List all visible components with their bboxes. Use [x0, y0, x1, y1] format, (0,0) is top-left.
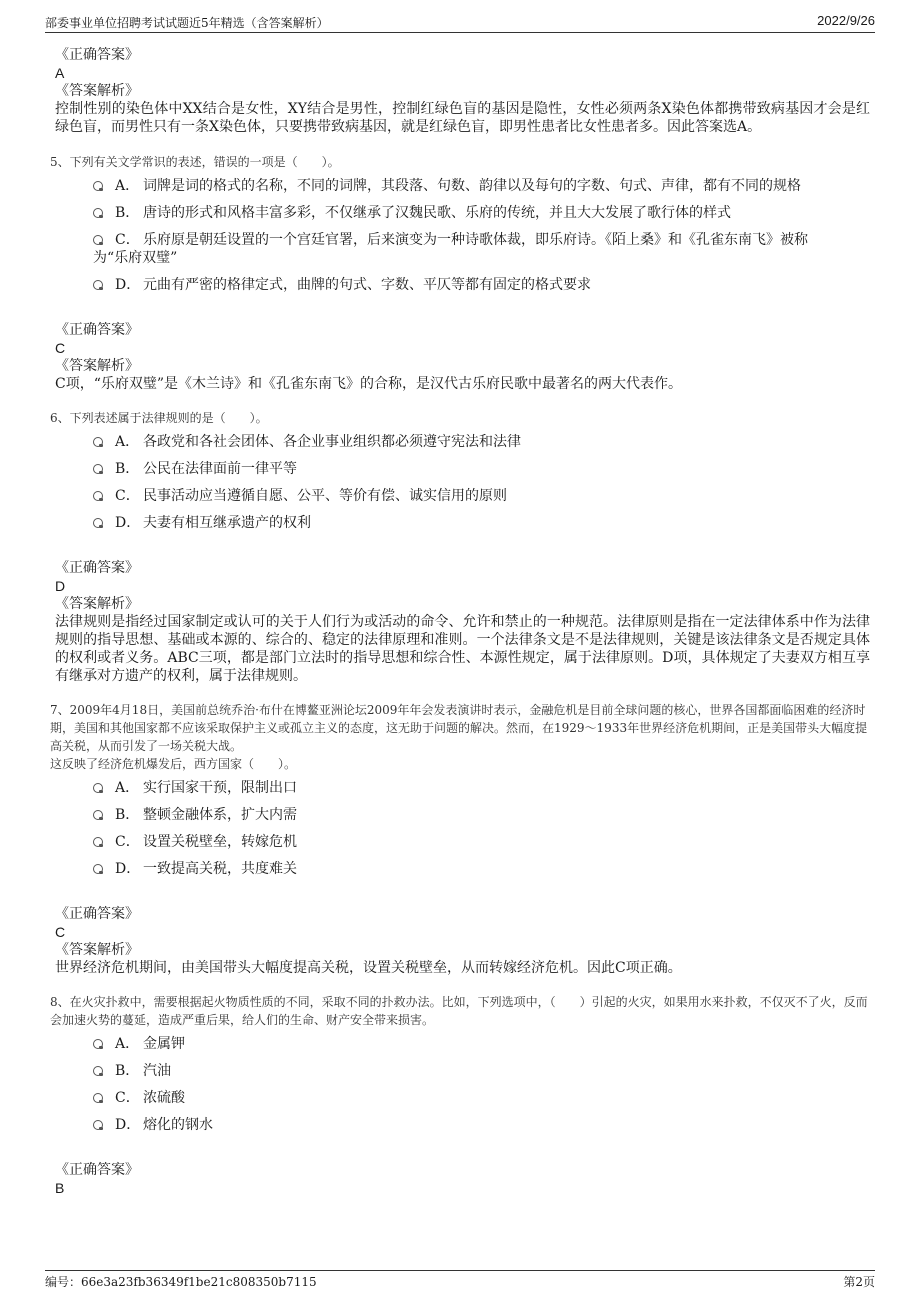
analysis-label: 《答案解析》 [55, 596, 139, 612]
analysis-label: 《答案解析》 [55, 358, 139, 374]
document-title: 部委事业单位招聘考试试题近5年精选（含答案解析） [45, 16, 329, 30]
option-q6-a[interactable]: A． 各政党和各社会团体、各企业事业组织都必须遵守宪法和法律 [93, 433, 870, 451]
correct-answer-label: 《正确答案》 [55, 906, 139, 922]
radio-icon[interactable] [93, 837, 103, 847]
radio-icon[interactable] [93, 810, 103, 820]
option-q5-a[interactable]: A． 词牌是词的格式的名称，不同的词牌，其段落、句数、韵律以及每句的字数、句式、声律，都有不同的规格 [93, 177, 870, 195]
options-q7 [93, 779, 870, 878]
analysis-label: 《答案解析》 [55, 83, 139, 99]
analysis-text: C项，“乐府双璧”是《木兰诗》和《孔雀东南飞》的合称，是汉代古乐府民歌中最著名的两大代表作。 [55, 376, 683, 392]
option-q6-b[interactable]: B． 公民在法律面前一律平等 [93, 460, 870, 478]
correct-answer: A [55, 65, 65, 81]
option-q6-c[interactable]: C． 民事活动应当遵循自愿、公平、等价有偿、诚实信用的原则 [93, 487, 870, 505]
radio-icon[interactable] [93, 783, 103, 793]
analysis-label: 《答案解析》 [55, 942, 139, 958]
question-6: 6、下列表述属于法律规则的是（ ）。 [50, 411, 268, 425]
correct-answer: C [55, 924, 66, 940]
page-number: 第2页 [843, 1275, 875, 1289]
question-5: 5、下列有关文学常识的表述，错误的一项是（ ）。 [50, 155, 340, 169]
radio-icon[interactable] [93, 1039, 103, 1049]
correct-answer-label: 《正确答案》 [55, 1162, 139, 1178]
option-q5-c[interactable]: C． 乐府原是朝廷设置的一个宫廷官署，后来演变为一种诗歌体裁，即乐府诗。《陌上桑》和《孔雀东南飞》被称 为“乐府双璧” [93, 231, 870, 267]
page-content [50, 46, 870, 1197]
option-q7-b[interactable]: B． 整顿金融体系，扩大内需 [93, 806, 870, 824]
radio-icon[interactable] [93, 437, 103, 447]
document-date: 2022/9/26 [817, 13, 875, 28]
radio-icon[interactable] [93, 208, 103, 218]
option-q8-d[interactable]: D． 熔化的钢水 [93, 1116, 870, 1134]
correct-answer: D [55, 578, 66, 594]
analysis-text: 世界经济危机期间，由美国带头大幅度提高关税，设置关税壁垒，从而转嫁经济危机。因此C项正确。 [55, 960, 682, 976]
option-q5-d[interactable]: D． 元曲有严密的格律定式，曲牌的句式、字数、平仄等都有固定的格式要求 [93, 276, 870, 294]
radio-icon[interactable] [93, 181, 103, 191]
option-q7-d[interactable]: D． 一致提高关税，共度难关 [93, 860, 870, 878]
option-q8-b[interactable]: B． 汽油 [93, 1062, 870, 1080]
option-q5-c-continued: 为“乐府双璧” [93, 250, 178, 266]
document-serial: 编号：66e3a23fb36349f1be21c808350b7115 [45, 1275, 317, 1289]
correct-answer-label: 《正确答案》 [55, 47, 139, 63]
correct-answer: B [55, 1180, 65, 1196]
radio-icon[interactable] [93, 1120, 103, 1130]
question-7: 7、2009年4月18日，美国前总统乔治·布什在博鳌亚洲论坛2009年年会发表演讲时表示，金融危机是目前全球问题的核心，世界各国都面临困难的经济时期，美国和其他国家都不应该采取保护主义或孤立主义的态度，这无助于问题的解决。然而，在1929～1933年世界经济危机期间，正是美国带头大幅度提高关税，从而引发了一场关税大战。 [50, 703, 868, 753]
option-q7-c[interactable]: C． 设置关税壁垒，转嫁危机 [93, 833, 870, 851]
option-q8-c[interactable]: C． 浓硫酸 [93, 1089, 870, 1107]
option-q7-a[interactable]: A． 实行国家干预，限制出口 [93, 779, 870, 797]
options-q6 [93, 433, 870, 532]
correct-answer: C [55, 340, 66, 356]
option-q5-b[interactable]: B． 唐诗的形式和风格丰富多彩，不仅继承了汉魏民歌、乐府的传统，并且大大发展了歌行体的样式 [93, 204, 870, 222]
radio-icon[interactable] [93, 864, 103, 874]
radio-icon[interactable] [93, 280, 103, 290]
radio-icon[interactable] [93, 491, 103, 501]
correct-answer-label: 《正确答案》 [55, 560, 139, 576]
radio-icon[interactable] [93, 464, 103, 474]
radio-icon[interactable] [93, 1066, 103, 1076]
option-q6-d[interactable]: D． 夫妻有相互继承遗产的权利 [93, 514, 870, 532]
analysis-text: 法律规则是指经过国家制定或认可的关于人们行为或活动的命令、允许和禁止的一种规范。法律原则是指在一定法律体系中作为法律规则的指导思想、基础或本源的、综合的、稳定的法律原理和准则。一个法律条文是不是法律规则，关键是该法律条文是否规定具体的权利或者义务。ABC三项，都是部门立法时的指导思想和综合性、本源性规定，属于法律原则。D项，具体规定了夫妻双方相互享有继承对方遗产的权利，属于法律规则。 [55, 614, 870, 684]
radio-icon[interactable] [93, 518, 103, 528]
question-8: 8、在火灾扑救中，需要根据起火物质性质的不同，采取不同的扑救办法。比如，下列选项中，（ ）引起的火灾，如果用水来扑救，不仅灭不了火，反而会加速火势的蔓延，造成严重后果，给人们的生命、财产安全带来损害。 [50, 995, 868, 1027]
correct-answer-label: 《正确答案》 [55, 322, 139, 338]
page-header [45, 12, 875, 33]
option-q8-a[interactable]: A． 金属钾 [93, 1035, 870, 1053]
analysis-text: 控制性别的染色体中XX结合是女性，XY结合是男性，控制红绿色盲的基因是隐性，女性必须两条X染色体都携带致病基因才会是红绿色盲，而男性只有一条X染色体，只要携带致病基因，就是红绿色盲，即男性患者比女性患者多。因此答案选A。 [55, 101, 870, 135]
options-q5 [93, 177, 870, 294]
page-footer [45, 1270, 875, 1291]
radio-icon[interactable] [93, 235, 103, 245]
question-7-prompt: 这反映了经济危机爆发后，西方国家（ ）。 [50, 757, 297, 771]
radio-icon[interactable] [93, 1093, 103, 1103]
options-q8 [93, 1035, 870, 1134]
